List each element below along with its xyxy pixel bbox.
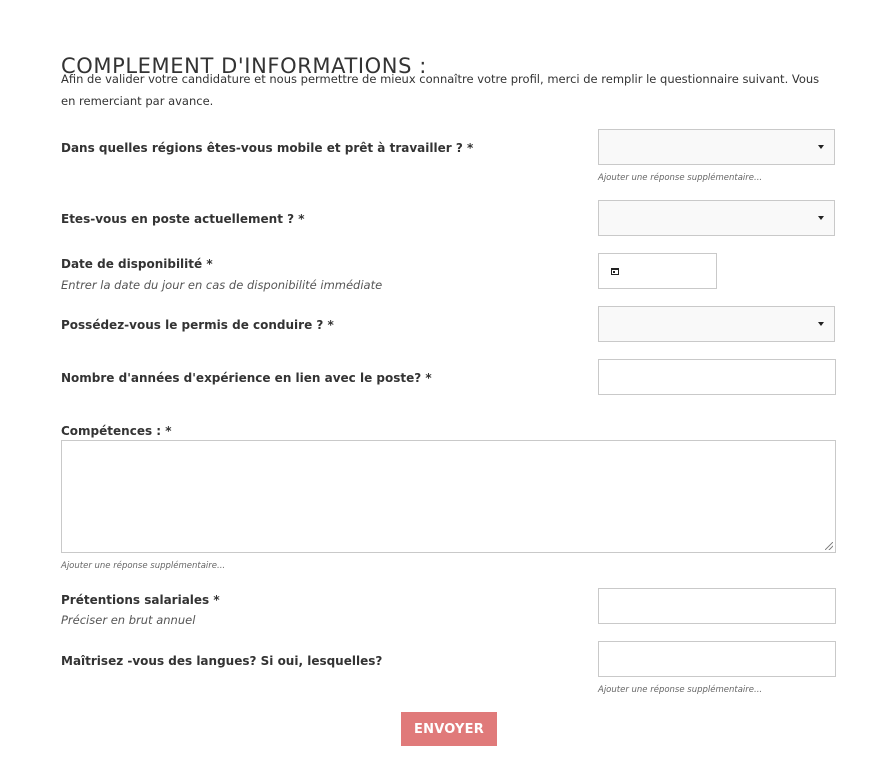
regions-label: Dans quelles régions êtes-vous mobile et prêt à travailler ? * — [61, 141, 474, 155]
regions-select[interactable] — [598, 129, 835, 165]
calendar-icon[interactable] — [611, 268, 619, 275]
resize-handle-icon[interactable] — [825, 542, 833, 550]
submit-button[interactable]: ENVOYER — [401, 712, 497, 746]
pretentions-label: Prétentions salariales * — [61, 593, 220, 607]
disponibilite-label: Date de disponibilité * — [61, 257, 213, 271]
permis-label: Possédez-vous le permis de conduire ? * — [61, 318, 334, 332]
experience-input[interactable] — [598, 359, 836, 395]
disponibilite-sublabel: Entrer la date du jour en cas de disponibilité immédiate — [61, 278, 383, 292]
competences-label: Compétences : * — [61, 424, 172, 438]
disponibilite-date-input[interactable] — [598, 253, 717, 289]
langues-input[interactable] — [598, 641, 836, 677]
chevron-down-icon — [818, 216, 824, 220]
en-poste-select[interactable] — [598, 200, 835, 236]
intro-text: Afin de valider votre candidature et nous permettre de mieux connaître votre profil, merci de remplir le questionnaire suivant. Vous en remerciant par avance. — [61, 72, 820, 108]
competences-textarea[interactable] — [61, 440, 836, 553]
page-title: COMPLEMENT D'INFORMATIONS : — [61, 54, 427, 79]
langues-label: Maîtrisez -vous des langues? Si oui, lesquelles? — [61, 654, 383, 668]
en-poste-label: Etes-vous en poste actuellement ? * — [61, 212, 305, 226]
add-answer-link-langues[interactable]: Ajouter une réponse supplémentaire... — [598, 685, 763, 695]
permis-select[interactable] — [598, 306, 835, 342]
add-answer-link-regions[interactable]: Ajouter une réponse supplémentaire... — [598, 173, 763, 183]
chevron-down-icon — [818, 145, 824, 149]
pretentions-input[interactable] — [598, 588, 836, 624]
pretentions-sublabel: Préciser en brut annuel — [61, 613, 196, 627]
experience-label: Nombre d'années d'expérience en lien avec le poste? * — [61, 371, 432, 385]
add-answer-link-competences[interactable]: Ajouter une réponse supplémentaire... — [61, 561, 226, 571]
chevron-down-icon — [818, 322, 824, 326]
